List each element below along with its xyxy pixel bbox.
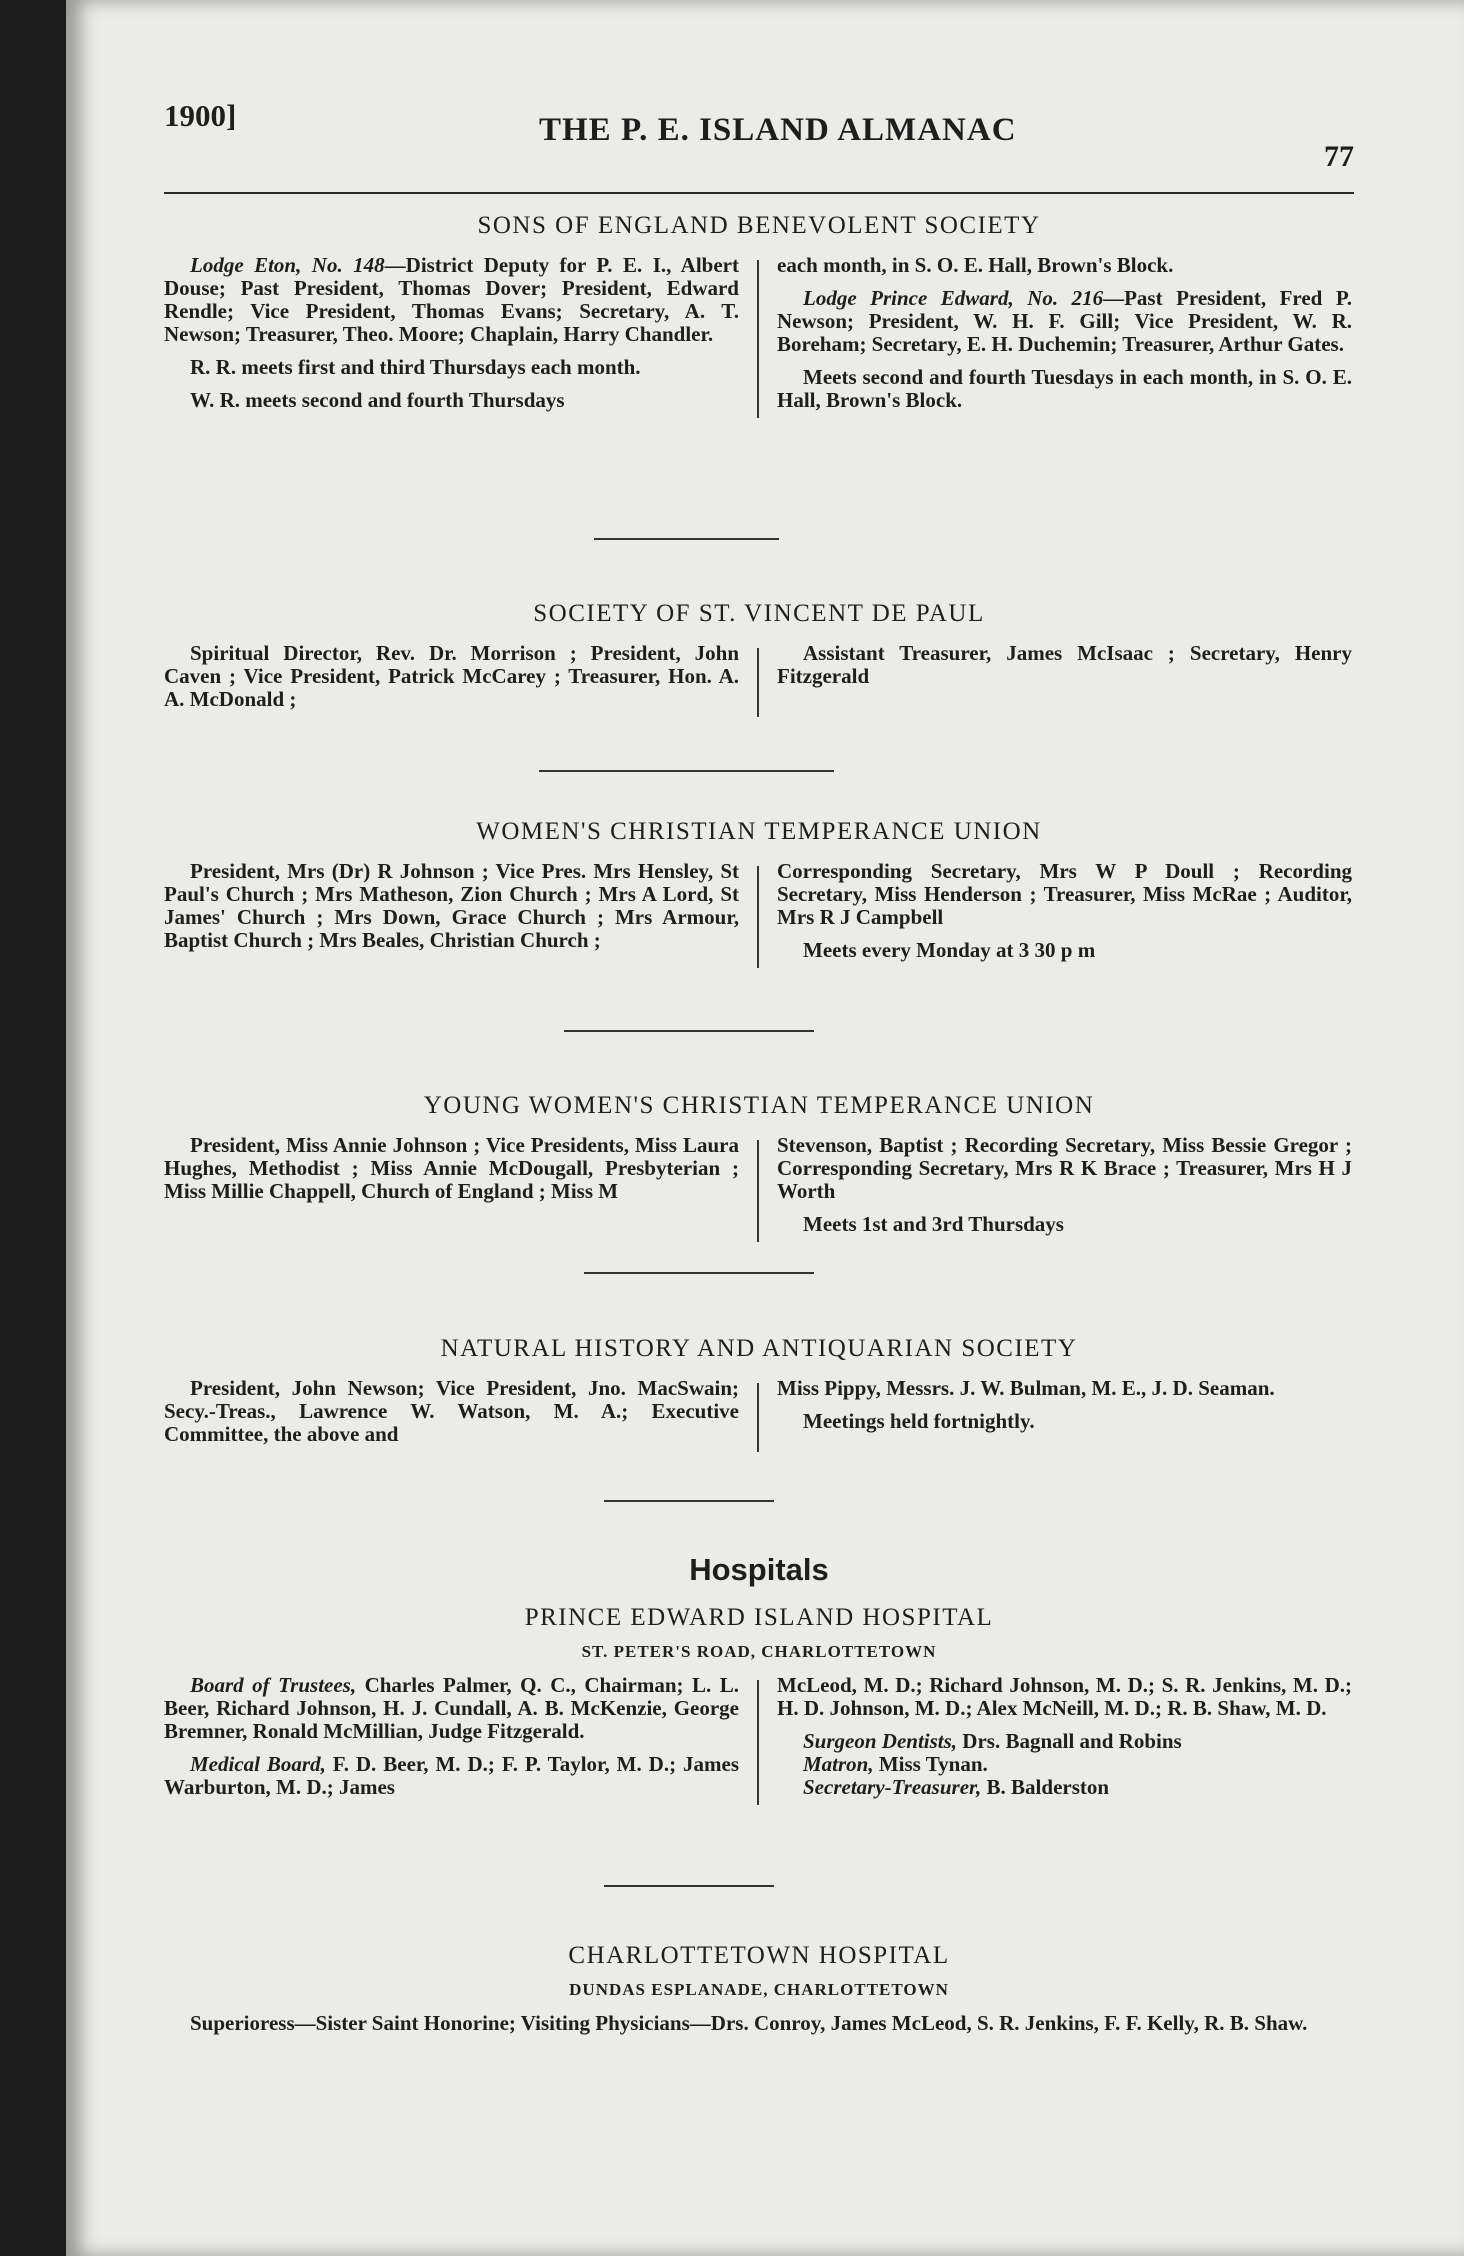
two-column-text [164, 1377, 1354, 1456]
paragraph: W. R. meets second and fourth Thursdays [190, 388, 565, 412]
two-column-text [164, 1134, 1354, 1246]
two-column-text [164, 642, 1354, 721]
column-divider [757, 260, 759, 418]
column-divider [757, 1140, 759, 1242]
right-column [777, 642, 1352, 721]
column-divider [757, 648, 759, 717]
column-divider [757, 1680, 759, 1805]
paragraph: President, Miss Annie Johnson ; Vice Presidents, Miss Laura Hughes, Methodist ; Miss Annie McDougall, Presbyterian ; Miss Millie Chappell, Church of England ; Miss M [164, 1133, 739, 1203]
section-title: SONS OF ENGLAND BENEVOLENT SOCIETY [477, 212, 1041, 239]
paragraph: Assistant Treasurer, James McIsaac ; Secretary, Henry Fitzgerald [777, 641, 1352, 688]
surgeon-dentists [777, 1730, 1352, 1753]
value: Drs. Bagnall and Robins [957, 1729, 1182, 1753]
paragraph: Superioress—Sister Saint Honorine; Visiting Physicians—Drs. Conroy, James McLeod, S. R. Jenkins, F. F. Kelly, R. B. Shaw. [190, 2011, 1308, 2035]
header-rule [164, 192, 1354, 194]
right-column [777, 1674, 1352, 1809]
left-column [164, 860, 739, 972]
header-year: 1900] [164, 98, 237, 133]
paragraph: Spiritual Director, Rev. Dr. Morrison ; President, John Caven ; Vice President, Patrick McCarey ; Treasurer, Hon. A. A. McDonald ; [164, 641, 739, 711]
left-column [164, 1134, 739, 1246]
right-column [777, 1377, 1352, 1456]
lodge-officers: —District Deputy for P. E. I., Albert Douse; Past President, Thomas Dover; President, Edward Rendle; Vice President, Thomas Evans; Secretary, A. T. Newson; Treasurer, Theo. Moore; Chaplain, Harry Chandler. [164, 253, 739, 346]
meeting-note: Meets 1st and 3rd Thursdays [803, 1212, 1064, 1236]
members: Charles Palmer, Q. C., Chairman; L. L. Beer, Richard Johnson, H. J. Cundall, A. B. McKenzie, George Bremner, Ronald McMillian, Judge Fitzgerald. [164, 1673, 739, 1743]
paragraph: R. R. meets first and third Thursdays each month. [190, 355, 641, 379]
label: Matron, [803, 1752, 874, 1776]
label: Board of Trustees, [190, 1673, 357, 1697]
right-column [777, 254, 1352, 422]
section-separator [539, 770, 834, 772]
value: Miss Tynan. [873, 1752, 988, 1776]
section-natural-history [164, 1335, 1354, 1456]
section-title: CHARLOTTETOWN HOSPITAL [568, 1942, 950, 1969]
section-pei-hospital [164, 1604, 1354, 1809]
page-number: 77 [1324, 140, 1354, 173]
hospitals-heading: Hospitals [689, 1552, 829, 1587]
board-of-trustees [164, 1674, 739, 1743]
section-subtitle: ST. PETER'S ROAD, CHARLOTTETOWN [581, 1642, 937, 1661]
right-column [777, 860, 1352, 972]
section-separator [594, 538, 779, 540]
medical-board [164, 1753, 739, 1799]
left-column [164, 1674, 739, 1809]
column-divider [757, 1383, 759, 1452]
section-sons-of-england [164, 212, 1354, 422]
left-column [164, 1377, 739, 1456]
paragraph: Miss Pippy, Messrs. J. W. Bulman, M. E., J. D. Seaman. [777, 1376, 1275, 1400]
two-column-text [164, 860, 1354, 972]
paragraph: each month, in S. O. E. Hall, Brown's Block. [777, 253, 1174, 277]
left-column [164, 254, 739, 422]
paragraph: Corresponding Secretary, Mrs W P Doull ; Recording Secretary, Miss Henderson ; Treasurer, Miss McRae ; Auditor, Mrs R J Campbell [777, 859, 1352, 929]
paragraph: President, John Newson; Vice President, Jno. MacSwain; Secy.-Treas., Lawrence W. Watson, M. A.; Executive Committee, the above and [164, 1376, 739, 1446]
lodge-prince-edward-paragraph [777, 287, 1352, 356]
section-charlottetown-hospital [164, 1942, 1354, 2035]
section-subtitle: DUNDAS ESPLANADE, CHARLOTTETOWN [569, 1980, 949, 1999]
two-column-text [164, 1674, 1354, 1809]
meeting-note: Meets every Monday at 3 30 p m [803, 938, 1096, 962]
label: Surgeon Dentists, [803, 1729, 958, 1753]
section-title: NATURAL HISTORY AND ANTIQUARIAN SOCIETY [440, 1335, 1078, 1362]
label: Secretary-Treasurer, [803, 1775, 982, 1799]
lodge-name: Lodge Prince Edward, No. 216 [803, 286, 1104, 310]
section-separator [584, 1272, 814, 1274]
paragraph: Stevenson, Baptist ; Recording Secretary, Miss Bessie Gregor ; Corresponding Secretary, Mrs R K Brace ; Treasurer, Mrs H J Worth [777, 1133, 1352, 1203]
running-title: THE P. E. ISLAND ALMANAC [539, 112, 1017, 148]
column-divider [757, 866, 759, 968]
right-column [777, 1134, 1352, 1246]
almanac-page [66, 0, 1464, 2256]
section-st-vincent-de-paul [164, 600, 1354, 721]
left-column [164, 642, 739, 721]
section-title: SOCIETY OF ST. VINCENT DE PAUL [533, 600, 985, 627]
lodge-officers: —Past President, Fred P. Newson; President, W. H. F. Gill; Vice President, W. R. Boreham; Secretary, E. H. Duchemin; Treasurer, Arthur Gates. [777, 286, 1353, 356]
section-separator [604, 1500, 774, 1502]
matron [777, 1753, 1352, 1776]
section-ywctu [164, 1092, 1354, 1246]
lodge-name: Lodge Eton, No. 148 [190, 253, 385, 277]
value: B. Balderston [981, 1775, 1110, 1799]
section-title: YOUNG WOMEN'S CHRISTIAN TEMPERANCE UNION [423, 1092, 1095, 1119]
lodge-eton-paragraph [164, 254, 739, 346]
members: F. D. Beer, M. D.; F. P. Taylor, M. D.; James Warburton, M. D.; James [164, 1752, 739, 1799]
label: Medical Board, [190, 1752, 326, 1776]
page-header [164, 90, 1354, 200]
paragraph: McLeod, M. D.; Richard Johnson, M. D.; S. R. Jenkins, M. D.; H. D. Johnson, M. D.; Alex McNeill, M. D.; R. B. Shaw, M. D. [777, 1673, 1352, 1720]
secretary-treasurer [777, 1776, 1352, 1799]
section-wctu [164, 818, 1354, 972]
section-separator [564, 1030, 814, 1032]
paragraph: President, Mrs (Dr) R Johnson ; Vice Pres. Mrs Hensley, St Paul's Church ; Mrs Matheson, Zion Church ; Mrs A Lord, St James' Church ; Mrs Down, Grace Church ; Mrs Armour, Baptist Church ; Mrs Beales, Christian Church ; [164, 859, 739, 952]
section-title: WOMEN'S CHRISTIAN TEMPERANCE UNION [476, 818, 1042, 845]
two-column-text [164, 254, 1354, 422]
section-title: PRINCE EDWARD ISLAND HOSPITAL [524, 1604, 994, 1631]
paragraph: Meets second and fourth Tuesdays in each month, in S. O. E. Hall, Brown's Block. [777, 365, 1352, 412]
section-separator [604, 1885, 774, 1887]
meeting-note: Meetings held fortnightly. [803, 1409, 1035, 1433]
